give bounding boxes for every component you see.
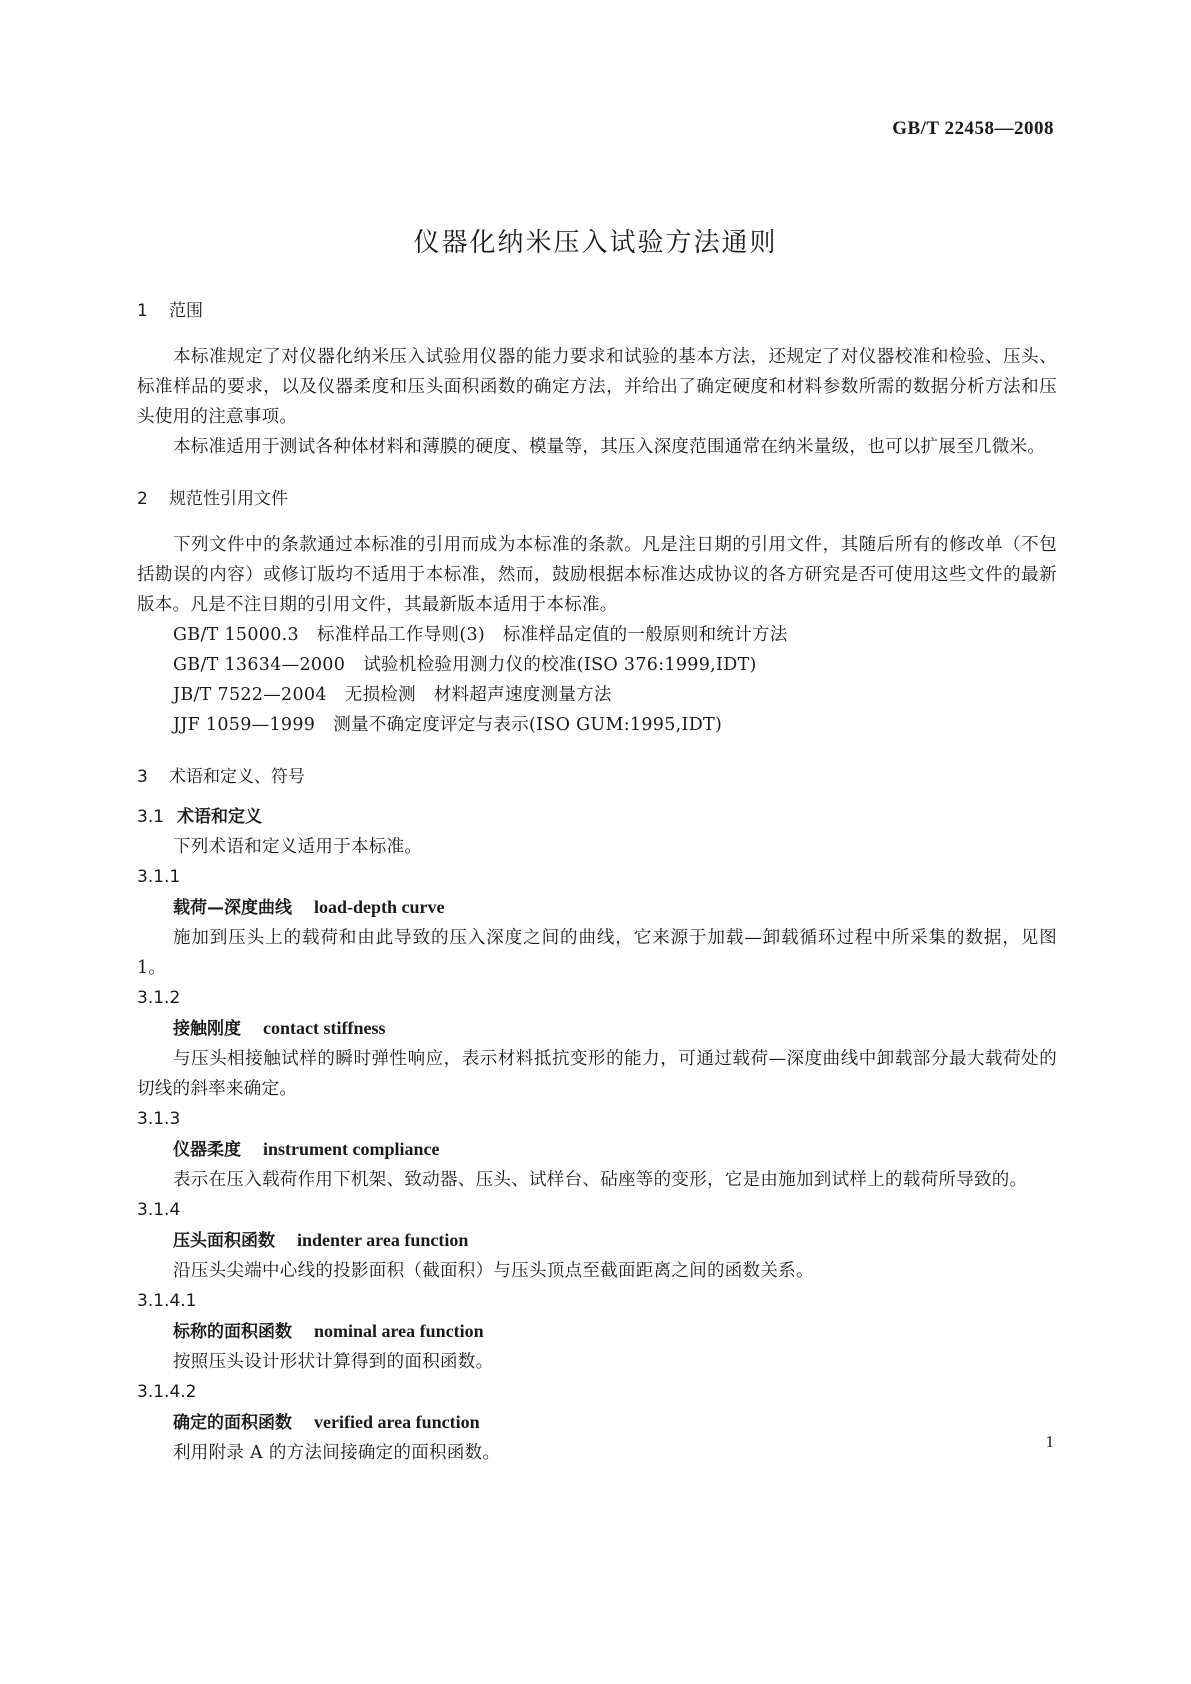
- term-definition: 按照压头设计形状计算得到的面积函数。: [173, 1352, 494, 1372]
- subsection-heading: [137, 802, 1057, 832]
- term-english: instrument compliance: [263, 1139, 440, 1159]
- term-chinese: 压头面积函数: [173, 1231, 275, 1251]
- section-number: 3: [137, 767, 148, 787]
- term-definition: 与压头相接触试样的瞬时弹性响应，表示材料抵抗变形的能力，可通过载荷—深度曲线中卸载部分最大载荷处的切线的斜率来确定。: [137, 1049, 1057, 1099]
- clause-number: 3.1.1: [137, 867, 181, 887]
- clause-number: 3.1.2: [137, 988, 181, 1008]
- term-definition: 利用附录 A 的方法间接确定的面积函数。: [173, 1443, 501, 1463]
- reference-title: 测量不确定度评定与表示(ISO GUM:1995,IDT): [333, 715, 723, 735]
- term-english: nominal area function: [314, 1321, 484, 1341]
- term-entry: [137, 1013, 1057, 1044]
- term-chinese: 载荷—深度曲线: [173, 898, 292, 918]
- clause-number: 3.1.4: [137, 1200, 181, 1220]
- page-title: 仪器化纳米压入试验方法通则: [413, 228, 778, 258]
- section-title: 术语和定义、符号: [169, 767, 305, 787]
- reference-item: [137, 680, 1057, 710]
- reference-item: [137, 650, 1057, 680]
- paragraph: 下列术语和定义适用于本标准。: [173, 837, 423, 857]
- term-entry: [137, 1134, 1057, 1165]
- clause-number: 3.1.3: [137, 1109, 181, 1129]
- section-number: 1: [137, 301, 148, 321]
- section-2-heading: [137, 484, 1057, 514]
- term-chinese: 仪器柔度: [173, 1140, 241, 1160]
- term-chinese: 接触刚度: [173, 1019, 241, 1039]
- paragraph: 下列文件中的条款通过本标准的引用而成为本标准的条款。凡是注日期的引用文件，其随后所有的修改单（不包括勘误的内容）或修订版均不适用于本标准，然而，鼓励根据本标准达成协议的各方研究是否可使用这些文件的最新版本。凡是不注日期的引用文件，其最新版本适用于本标准。: [137, 535, 1057, 615]
- reference-code: JJF 1059—1999: [173, 715, 316, 735]
- term-definition: 表示在压入载荷作用下机架、致动器、压头、试样台、砧座等的变形，它是由施加到试样上的载荷所导致的。: [173, 1170, 1028, 1190]
- section-number: 2: [137, 489, 148, 509]
- clause-number: 3.1.4.1: [137, 1291, 197, 1311]
- reference-item: [137, 620, 1057, 650]
- paragraph: 本标准适用于测试各种体材料和薄膜的硬度、模量等，其压入深度范围通常在纳米量级，也可以扩展至几微米。: [173, 437, 1046, 457]
- standard-number: GB/T 22458—2008: [892, 118, 1054, 139]
- term-chinese: 标称的面积函数: [173, 1322, 292, 1342]
- document-body: [137, 296, 1057, 1468]
- term-english: load-depth curve: [314, 897, 445, 917]
- subsection-title: 术语和定义: [177, 807, 262, 827]
- term-entry: [137, 1225, 1057, 1256]
- term-entry: [137, 1407, 1057, 1438]
- section-3-heading: [137, 762, 1057, 792]
- term-entry: [137, 1316, 1057, 1347]
- section-1-heading: [137, 296, 1057, 326]
- term-entry: [137, 892, 1057, 923]
- term-english: indenter area function: [297, 1230, 469, 1250]
- paragraph: 本标准规定了对仪器化纳米压入试验用仪器的能力要求和试验的基本方法，还规定了对仪器校准和检验、压头、标准样品的要求，以及仪器柔度和压头面积函数的确定方法，并给出了确定硬度和材料参数所需的数据分析方法和压头使用的注意事项。: [137, 347, 1057, 427]
- reference-title: 无损检测 材料超声速度测量方法: [344, 685, 612, 705]
- term-definition: 施加到压头上的载荷和由此导致的压入深度之间的曲线，它来源于加载—卸载循环过程中所采集的数据，见图 1。: [137, 928, 1057, 978]
- section-title: 规范性引用文件: [169, 489, 288, 509]
- reference-code: GB/T 15000.3: [173, 625, 299, 645]
- reference-title: 试验机检验用测力仪的校准(ISO 376:1999,IDT): [363, 655, 757, 675]
- clause-number: 3.1.4.2: [137, 1382, 197, 1402]
- section-title: 范围: [169, 301, 203, 321]
- reference-code: JB/T 7522—2004: [173, 685, 327, 705]
- reference-item: [137, 710, 1057, 740]
- subsection-number: 3.1: [137, 807, 165, 827]
- term-english: verified area function: [314, 1412, 480, 1432]
- term-chinese: 确定的面积函数: [173, 1413, 292, 1433]
- reference-code: GB/T 13634—2000: [173, 655, 346, 675]
- term-definition: 沿压头尖端中心线的投影面积（截面积）与压头顶点至截面距离之间的函数关系。: [173, 1261, 814, 1281]
- reference-title: 标准样品工作导则(3) 标准样品定值的一般原则和统计方法: [316, 625, 788, 645]
- term-english: contact stiffness: [263, 1018, 386, 1038]
- page-number: 1: [1045, 1432, 1054, 1451]
